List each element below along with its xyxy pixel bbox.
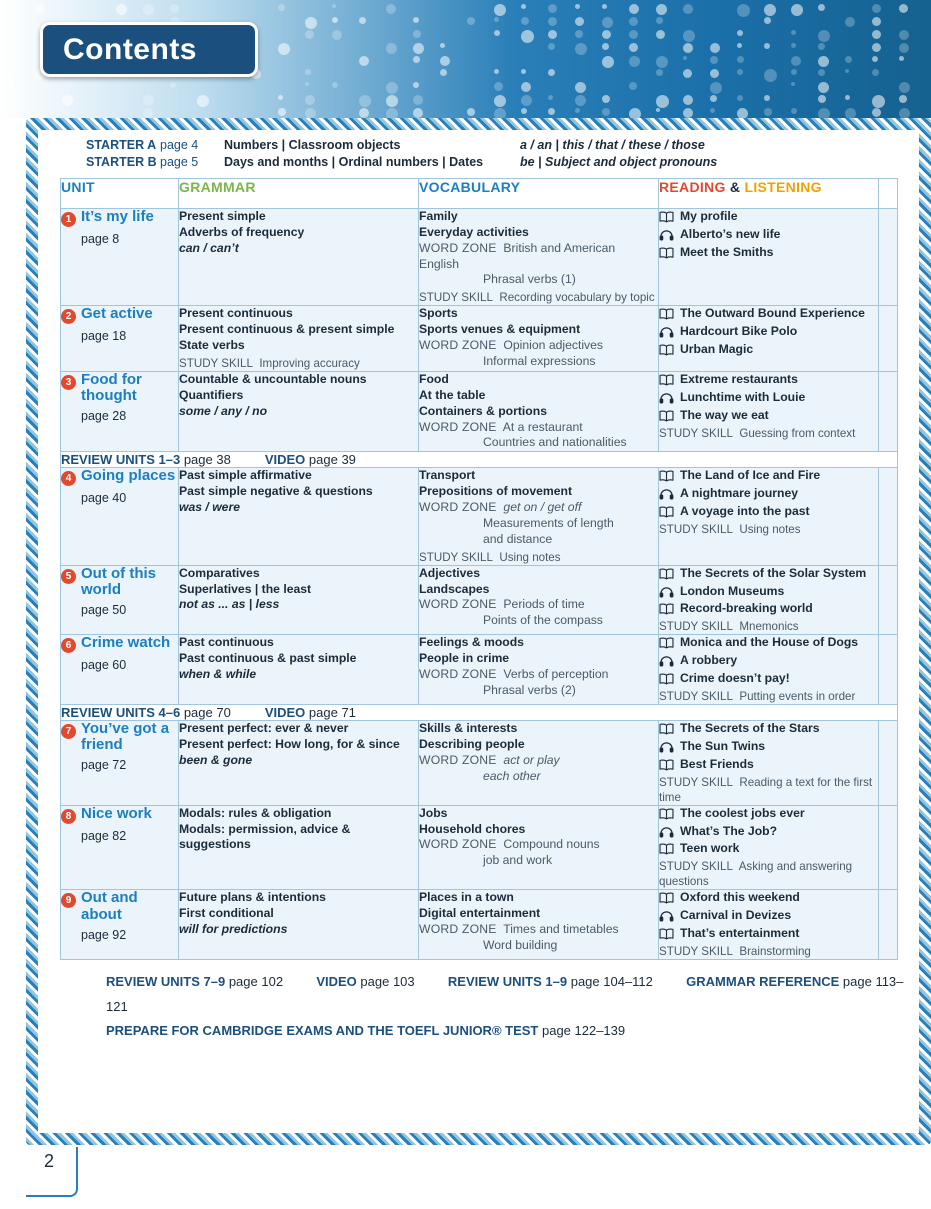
reading-listening-cell — [659, 468, 879, 565]
book-icon — [659, 470, 674, 482]
reading-item — [659, 504, 878, 520]
reading-item-label: Oxford this weekend — [680, 890, 800, 905]
grammar-item: Present perfect: ever & never — [179, 720, 349, 735]
reading-item — [659, 245, 878, 261]
unit-number-badge: 8 — [61, 809, 76, 824]
headphones-icon — [659, 910, 674, 922]
word-zone-item: Points of the compass — [483, 613, 603, 628]
reading-item-label: Crime doesn’t pay! — [680, 671, 790, 686]
vocabulary-study-skill: STUDY SKILL Using notes — [419, 550, 561, 564]
unit-number-badge: 7 — [61, 724, 76, 739]
vocabulary-item: Digital entertainment — [419, 906, 541, 921]
vocabulary-cell — [419, 468, 659, 565]
reading-item-label: London Museums — [680, 583, 785, 598]
word-zone-first: WORD ZONE At a restaurant — [419, 419, 583, 434]
grammar-item: Present simple — [179, 209, 266, 223]
reading-item — [659, 342, 878, 358]
reading-item-label: A voyage into the past — [680, 504, 810, 519]
reading-item — [659, 890, 878, 906]
review-row — [61, 704, 898, 720]
grammar-cell — [179, 805, 419, 890]
unit-cell[interactable] — [61, 565, 179, 635]
word-zone-item: Word building — [483, 937, 558, 952]
book-icon — [659, 374, 674, 386]
grammar-item-italic: was / were — [179, 500, 240, 515]
reading-listening-cell — [659, 635, 879, 705]
vocabulary-item: Food — [419, 372, 449, 386]
reading-item — [659, 908, 878, 924]
reading-item — [659, 824, 878, 840]
headphones-icon — [659, 586, 674, 598]
headphones-icon — [659, 326, 674, 338]
footer-exams-page: page 122–139 — [541, 1023, 626, 1039]
word-zone-item: Phrasal verbs (1) — [483, 272, 576, 287]
reading-listening-cell — [659, 890, 879, 960]
unit-page: page 8 — [81, 232, 120, 246]
unit-title[interactable]: It’s my life — [81, 208, 154, 225]
reading-item — [659, 601, 878, 617]
headphones-icon — [659, 229, 674, 241]
review-page: page 38 — [183, 452, 231, 468]
word-zone-first: WORD ZONE Verbs of perception — [419, 667, 609, 682]
unit-number-badge: 9 — [61, 893, 76, 908]
unit-page: page 82 — [81, 828, 127, 843]
header-reading-listening — [659, 179, 879, 209]
grammar-cell — [179, 720, 419, 805]
word-zone — [419, 837, 658, 869]
unit-title[interactable]: Out and about — [81, 889, 138, 923]
word-zone — [419, 241, 658, 289]
headphones-icon — [659, 488, 674, 500]
word-zone-first: WORD ZONE act or play — [419, 752, 560, 767]
word-zone — [419, 500, 658, 548]
grammar-item: Modals: permission, advice & suggestions — [179, 821, 351, 852]
table-row — [61, 468, 898, 565]
reading-item — [659, 468, 878, 484]
reading-listening-cell — [659, 372, 879, 452]
footer-review-1-9-page: page 104–112 — [570, 973, 653, 989]
vocabulary-cell — [419, 306, 659, 372]
reading-study-skill: STUDY SKILL Putting events in order — [659, 689, 856, 703]
vocabulary-item: At the table — [419, 387, 486, 402]
unit-title[interactable]: Food for thought — [81, 371, 142, 405]
reading-item-label: The Secrets of the Stars — [680, 720, 820, 735]
review-label[interactable]: REVIEW UNITS 4–6 — [61, 704, 181, 720]
vocabulary-cell — [419, 805, 659, 890]
grammar-item: Present continuous — [179, 306, 293, 321]
reading-item-label: The Sun Twins — [680, 738, 766, 753]
footer-review-7-9[interactable]: REVIEW UNITS 7–9 — [106, 973, 226, 989]
review-label[interactable]: REVIEW UNITS 1–3 — [61, 452, 181, 468]
extra-cell — [879, 720, 898, 805]
vocabulary-item: Sports — [419, 306, 458, 321]
reading-item-label: The Outward Bound Experience — [680, 306, 865, 321]
starter-row-a — [86, 138, 917, 152]
page-title — [40, 22, 258, 77]
vocabulary-item: People in crime — [419, 651, 510, 666]
grammar-item: State verbs — [179, 338, 245, 353]
reading-listening-cell — [659, 306, 879, 372]
unit-page: page 50 — [81, 603, 127, 618]
extra-cell — [879, 805, 898, 890]
review-video-label[interactable]: VIDEO — [264, 452, 306, 468]
vocabulary-cell — [419, 890, 659, 960]
word-zone — [419, 667, 658, 699]
vocabulary-item: Family — [419, 209, 458, 223]
review-cell-2[interactable] — [61, 704, 898, 720]
vocabulary-item: Adjectives — [419, 565, 480, 580]
review-video-label[interactable]: VIDEO — [264, 704, 306, 720]
page-number-marker — [26, 1147, 78, 1197]
grammar-item: Past continuous & past simple — [179, 651, 357, 666]
grammar-item-italic: some / any / no — [179, 403, 268, 418]
reading-item — [659, 653, 878, 669]
reading-item — [659, 806, 878, 822]
starter-a-page: page 4 — [160, 138, 199, 152]
contents-sheet — [40, 130, 917, 1133]
vocabulary-item: Skills & interests — [419, 720, 518, 735]
unit-number-badge: 2 — [61, 309, 76, 324]
reading-study-skill: STUDY SKILL Reading a text for the first time — [659, 775, 873, 804]
reading-item — [659, 566, 878, 582]
table-row — [61, 635, 898, 705]
vocabulary-item: Sports venues & equipment — [419, 322, 581, 337]
vocabulary-item: Places in a town — [419, 890, 514, 905]
word-zone-item: job and work — [483, 853, 553, 868]
headphones-icon — [659, 655, 674, 667]
reading-item-label: Carnival in Devizes — [680, 908, 792, 923]
book-icon — [659, 308, 674, 320]
unit-title[interactable]: Nice work — [81, 804, 152, 822]
unit-title[interactable]: Get active — [81, 305, 153, 323]
book-icon — [659, 808, 674, 820]
word-zone — [419, 597, 658, 629]
book-icon — [659, 759, 674, 771]
word-zone-item: Measurements of length — [483, 515, 614, 530]
book-icon — [659, 410, 674, 422]
reading-listening-cell — [659, 209, 879, 306]
footer-grammar-reference-page: page 113–121 — [106, 973, 904, 1014]
book-icon — [659, 506, 674, 518]
reading-item-label: Teen work — [680, 841, 740, 856]
vocabulary-item: Describing people — [419, 736, 525, 751]
review-cell-1[interactable] — [61, 452, 898, 468]
review-video-page: page 39 — [308, 452, 356, 468]
reading-item-label: Meet the Smiths — [680, 244, 774, 259]
unit-cell[interactable] — [61, 890, 179, 960]
unit-title[interactable]: You’ve got a friend — [81, 719, 170, 754]
unit-title[interactable]: Going places — [81, 467, 176, 485]
book-icon — [659, 247, 674, 259]
reading-item — [659, 306, 878, 322]
unit-page: page 40 — [81, 491, 127, 506]
headphones-icon — [659, 741, 674, 753]
unit-number-badge: 3 — [61, 375, 76, 390]
reading-item — [659, 227, 878, 243]
reading-item-label: Extreme restaurants — [680, 372, 798, 386]
reading-listening-cell — [659, 805, 879, 890]
review-video-page: page 71 — [308, 704, 356, 720]
reading-study-skill: STUDY SKILL Guessing from context — [659, 426, 856, 440]
header-unit: UNIT — [61, 179, 179, 209]
word-zone — [419, 420, 658, 452]
grammar-item: Present perfect: How long, for & since — [179, 736, 400, 751]
footer-grammar-reference[interactable]: GRAMMAR REFERENCE — [686, 973, 840, 989]
word-zone — [419, 922, 658, 954]
reading-item-label: Monica and the House of Dogs — [680, 635, 859, 650]
reading-item — [659, 757, 878, 773]
footer-line-2 — [106, 1019, 917, 1044]
reading-item-label: Urban Magic — [680, 342, 754, 357]
grammar-cell — [179, 209, 419, 306]
review-row — [61, 452, 898, 468]
table-row — [61, 209, 898, 306]
unit-page: page 28 — [81, 409, 127, 424]
unit-number-badge: 4 — [61, 471, 76, 486]
grammar-item: Comparatives — [179, 565, 260, 580]
reading-item — [659, 486, 878, 502]
table-header-row — [61, 179, 898, 209]
vocabulary-item: Landscapes — [419, 581, 490, 596]
reading-item — [659, 671, 878, 687]
unit-page: page 92 — [81, 927, 127, 942]
header-listening-text: LISTENING — [744, 179, 822, 195]
grammar-item: Adverbs of frequency — [179, 224, 305, 239]
extra-cell — [879, 565, 898, 635]
book-icon — [659, 892, 674, 904]
word-zone-item: Informal expressions — [483, 353, 596, 368]
reading-item — [659, 390, 878, 406]
extra-cell — [879, 635, 898, 705]
footer-links — [106, 970, 917, 1044]
footer-review-7-9-page: page 102 — [228, 973, 284, 989]
reading-item-label: My profile — [680, 209, 738, 223]
reading-item-label: The Secrets of the Solar System — [680, 565, 867, 580]
vocabulary-item: Household chores — [419, 821, 526, 836]
extra-cell — [879, 306, 898, 372]
reading-study-skill: STUDY SKILL Brainstorming — [659, 944, 811, 958]
reading-item — [659, 324, 878, 340]
reading-item — [659, 926, 878, 942]
grammar-item-italic: been & gone — [179, 752, 253, 767]
table-row — [61, 306, 898, 372]
grammar-item: Past simple negative & questions — [179, 484, 373, 499]
review-page: page 70 — [183, 704, 231, 720]
starter-section — [40, 130, 917, 178]
reading-item — [659, 584, 878, 600]
reading-item-label: A nightmare journey — [680, 486, 799, 501]
vocabulary-item: Feelings & moods — [419, 635, 524, 650]
headphones-icon — [659, 392, 674, 404]
vocabulary-item: Prepositions of movement — [419, 484, 573, 499]
book-icon — [659, 603, 674, 615]
footer-exams-label[interactable]: PREPARE FOR CAMBRIDGE EXAMS AND THE TOEFL JUNIOR® TEST — [106, 1023, 539, 1039]
unit-number-badge: 5 — [61, 569, 76, 584]
book-icon — [659, 843, 674, 855]
word-zone-item: and distance — [483, 531, 553, 546]
unit-cell[interactable] — [61, 635, 179, 705]
footer-video-page: page 103 — [360, 973, 415, 989]
starter-b-right: be | Subject and object pronouns — [520, 155, 718, 169]
book-icon — [659, 211, 674, 223]
reading-item — [659, 739, 878, 755]
book-icon — [659, 637, 674, 649]
unit-cell[interactable] — [61, 372, 179, 452]
page-title-text: Contents — [63, 32, 197, 66]
unit-title[interactable]: Crime watch — [81, 634, 171, 652]
reading-item-label: Lunchtime with Louie — [680, 389, 806, 404]
reading-item-label: The Land of Ice and Fire — [680, 468, 821, 483]
header-reading-text: READING — [659, 179, 726, 195]
word-zone-item: Phrasal verbs (2) — [483, 682, 576, 697]
vocabulary-item: Transport — [419, 468, 476, 483]
starter-row-b — [86, 155, 917, 169]
contents-table — [60, 178, 898, 960]
reading-item-label: Hardcourt Bike Polo — [680, 324, 798, 339]
word-zone-first: WORD ZONE get on / get off — [419, 500, 582, 515]
reading-item — [659, 209, 878, 225]
unit-number-badge: 1 — [61, 212, 76, 227]
reading-item-label: What’s The Job? — [680, 823, 778, 838]
word-zone — [419, 753, 658, 785]
word-zone-first: WORD ZONE British and American English — [419, 240, 616, 271]
grammar-study-skill: STUDY SKILL Improving accuracy — [179, 356, 360, 370]
extra-cell — [879, 890, 898, 960]
unit-cell[interactable] — [61, 209, 179, 306]
table-row — [61, 565, 898, 635]
reading-item — [659, 372, 878, 388]
vocabulary-item: Jobs — [419, 805, 448, 820]
vocabulary-cell — [419, 372, 659, 452]
grammar-item: Countable & uncountable nouns — [179, 372, 367, 386]
reading-item — [659, 408, 878, 424]
grammar-cell — [179, 890, 419, 960]
grammar-item: Quantifiers — [179, 387, 244, 402]
reading-listening-cell — [659, 720, 879, 805]
extra-cell — [879, 468, 898, 565]
word-zone-item: each other — [483, 768, 541, 783]
footer-video-label[interactable]: VIDEO — [316, 973, 357, 989]
grammar-item: Present continuous & present simple — [179, 322, 395, 337]
reading-item-label: That’s entertainment — [680, 926, 800, 941]
starter-b-middle: Days and months | Ordinal numbers | Dates — [224, 155, 484, 169]
word-zone-first: WORD ZONE Compound nouns — [419, 837, 600, 852]
unit-page: page 72 — [81, 758, 127, 773]
reading-item-label: Record-breaking world — [680, 601, 813, 616]
reading-study-skill: STUDY SKILL Using notes — [659, 522, 801, 536]
book-icon — [659, 673, 674, 685]
starter-a-right: a / an | this / that / these / those — [520, 138, 705, 152]
extra-cell — [879, 372, 898, 452]
vocabulary-study-skill: STUDY SKILL Recording vocabulary by topic — [419, 291, 655, 305]
unit-page: page 18 — [81, 329, 127, 344]
book-icon — [659, 344, 674, 356]
grammar-cell — [179, 468, 419, 565]
reading-study-skill: STUDY SKILL Mnemonics — [659, 620, 799, 634]
unit-cell[interactable] — [61, 468, 179, 565]
table-row — [61, 890, 898, 960]
unit-title[interactable]: Out of this world — [81, 564, 156, 598]
book-icon — [659, 723, 674, 735]
grammar-item: Modals: rules & obligation — [179, 805, 332, 820]
vocabulary-cell — [419, 565, 659, 635]
starter-a-label: STARTER A — [86, 138, 157, 152]
reading-item — [659, 721, 878, 737]
word-zone-first: WORD ZONE Opinion adjectives — [419, 338, 604, 353]
unit-cell[interactable] — [61, 805, 179, 890]
reading-item-label: The way we eat — [680, 407, 769, 422]
reading-study-skill: STUDY SKILL Asking and answering questions — [659, 860, 853, 889]
reading-listening-cell — [659, 565, 879, 635]
grammar-item-italic: will for predictions — [179, 922, 288, 937]
grammar-cell — [179, 306, 419, 372]
grammar-item: Superlatives | the least — [179, 581, 312, 596]
reading-item-label: Alberto’s new life — [680, 226, 781, 241]
vocabulary-cell — [419, 635, 659, 705]
word-zone — [419, 338, 658, 370]
book-icon — [659, 928, 674, 940]
header-grammar: GRAMMAR — [179, 179, 419, 209]
unit-number-badge: 6 — [61, 638, 76, 653]
reading-item-label: A robbery — [680, 653, 738, 668]
header-spacer — [879, 179, 898, 209]
starter-b-label: STARTER B — [86, 155, 157, 169]
footer-line-1 — [106, 970, 917, 1019]
grammar-cell — [179, 372, 419, 452]
table-row — [61, 372, 898, 452]
table-row — [61, 720, 898, 805]
header-vocabulary: VOCABULARY — [419, 179, 659, 209]
grammar-item: First conditional — [179, 906, 274, 921]
word-zone-first: WORD ZONE Periods of time — [419, 597, 585, 612]
unit-page: page 60 — [81, 658, 127, 673]
footer-review-1-9[interactable]: REVIEW UNITS 1–9 — [447, 973, 568, 989]
unit-cell[interactable] — [61, 306, 179, 372]
grammar-item-italic: when & while — [179, 667, 257, 682]
vocabulary-item: Containers & portions — [419, 403, 547, 418]
reading-item-label: Best Friends — [680, 756, 754, 771]
grammar-item: Past continuous — [179, 635, 274, 650]
reading-item — [659, 841, 878, 857]
grammar-cell — [179, 635, 419, 705]
starter-b-page: page 5 — [160, 155, 199, 169]
grammar-cell — [179, 565, 419, 635]
reading-item — [659, 635, 878, 651]
grammar-item-italic: not as ... as | less — [179, 597, 280, 612]
book-icon — [659, 568, 674, 580]
word-zone-item: Countries and nationalities — [483, 435, 627, 450]
unit-cell[interactable] — [61, 720, 179, 805]
extra-cell — [879, 209, 898, 306]
header-ampersand: & — [729, 179, 741, 195]
grammar-item-italic: can / can’t — [179, 240, 239, 255]
word-zone-first: WORD ZONE Times and timetables — [419, 922, 619, 937]
page-number: 2 — [44, 1151, 55, 1171]
vocabulary-item: Everyday activities — [419, 224, 529, 239]
reading-item-label: The coolest jobs ever — [680, 805, 805, 820]
starter-a-middle: Numbers | Classroom objects — [224, 138, 401, 152]
grammar-item: Future plans & intentions — [179, 890, 326, 905]
grammar-item: Past simple affirmative — [179, 468, 312, 483]
vocabulary-cell — [419, 720, 659, 805]
table-row — [61, 805, 898, 890]
headphones-icon — [659, 826, 674, 838]
vocabulary-cell — [419, 209, 659, 306]
